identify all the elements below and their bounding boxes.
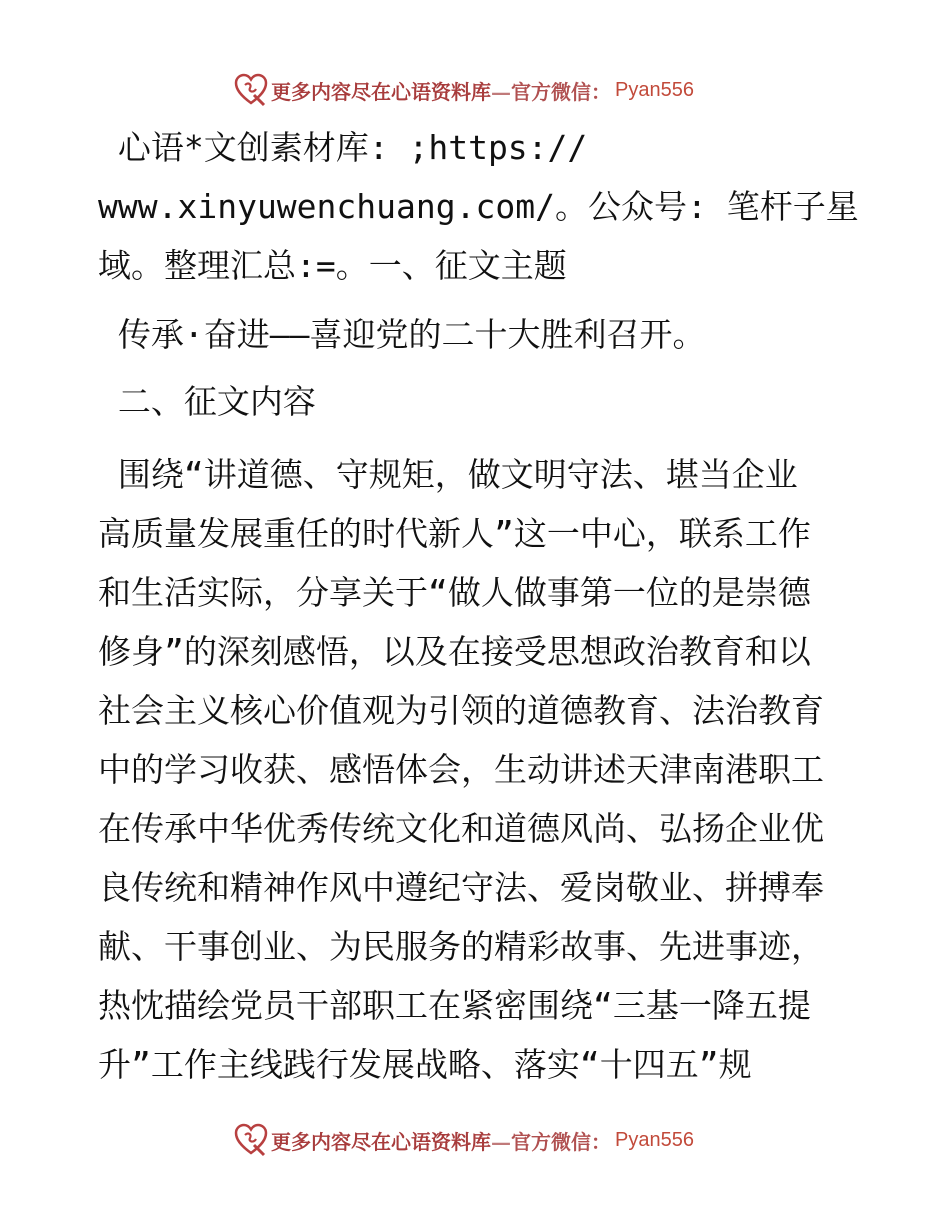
body-line: 社会主义核心价值观为引领的道德教育、法治教育: [98, 691, 824, 730]
banner-text: [271, 1126, 611, 1155]
body-line: 良传统和精神作风中遵纪守法、爱岗敬业、拼搏奉: [98, 868, 824, 907]
document-body: [98, 118, 858, 1094]
section-heading: 二、征文内容: [98, 382, 316, 421]
banner-main-text: 更多内容尽在心语资料库: [271, 1129, 491, 1154]
body-line: 在传承中华优秀传统文化和道德风尚、弘扬企业优: [98, 809, 824, 848]
body-line: 热忱描绘党员干部职工在紧密围绕“三基一降五提: [98, 986, 811, 1025]
footer-banner: [234, 1122, 694, 1158]
body-line: 高质量发展重任的时代新人”这一中心，联系工作: [98, 514, 811, 553]
body-line: 献、干事创业、为民服务的精彩故事、先进事迹，: [98, 927, 824, 966]
body-line: 心语*文创素材库: ;https://: [98, 128, 588, 167]
banner-official-label: 官方微信：: [511, 1129, 611, 1154]
body-line: 域。整理汇总:=。一、征文主题: [98, 246, 567, 285]
heart-pen-logo-icon: [234, 73, 268, 107]
body-line: 围绕“讲道德、守规矩，做文明守法、堪当企业: [98, 455, 798, 494]
body-line: 和生活实际，分享关于“做人做事第一位的是崇德: [98, 573, 811, 612]
body-line: 传承·奋进——喜迎党的二十大胜利召开。: [98, 315, 706, 354]
body-line: 升”工作主线践行发展战略、落实“十四五”规: [98, 1045, 752, 1084]
banner-text: [271, 76, 611, 105]
heart-pen-logo-icon: [234, 1123, 268, 1157]
banner-dash: —: [491, 1129, 511, 1154]
header-banner: [234, 72, 694, 108]
banner-dash: —: [491, 79, 511, 104]
body-line: www.xinyuwenchuang.com/。公众号: 笔杆子星: [98, 187, 859, 226]
banner-official-label: 官方微信：: [511, 79, 611, 104]
body-line: 中的学习收获、感悟体会，生动讲述天津南港职工: [98, 750, 824, 789]
banner-wechat-id: Pyan556: [615, 1128, 694, 1151]
banner-main-text: 更多内容尽在心语资料库: [271, 79, 491, 104]
banner-wechat-id: Pyan556: [615, 78, 694, 101]
body-line: 修身”的深刻感悟，以及在接受思想政治教育和以: [98, 632, 811, 671]
